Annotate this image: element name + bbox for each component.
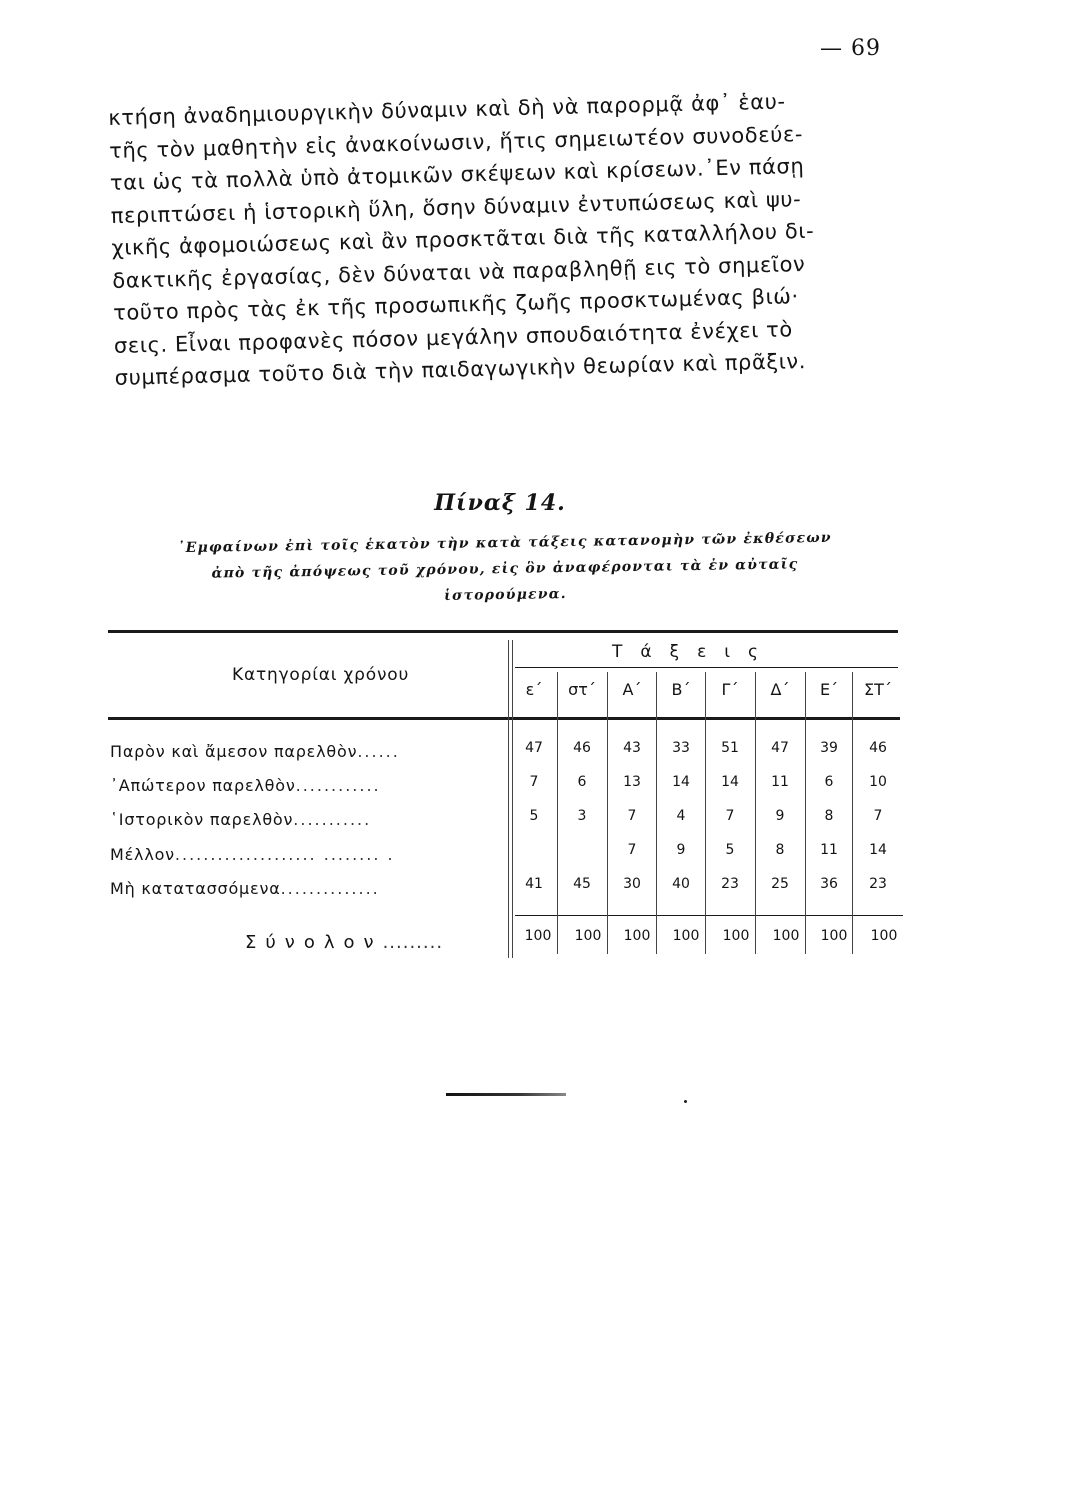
table-cell: 36: [820, 876, 838, 892]
body-line: περιπτώσει ἡ ἱστορικὴ ὕλη, ὅσην δύναμιν ἐντυπώσεως καὶ ψυ-: [110, 186, 802, 228]
column-header: ε΄: [525, 680, 543, 699]
body-line: τῆς τὸν μαθητὴν εἰς ἀνακοίνωσιν, ἥτις σημειωτέον συνοδεύε-: [108, 121, 804, 163]
table-cell: 30: [623, 876, 641, 892]
row-label: [110, 810, 371, 829]
row-leader: .................... ........ .: [174, 845, 395, 864]
table-cell: 3: [577, 808, 587, 824]
body-paragraph: [108, 82, 915, 394]
table-cell: 9: [775, 808, 785, 824]
caption-line: ἀπὸ τῆς ἀπόψεως τοῦ χρόνου, εἰς ὃν ἀναφέρονται τὰ ἐν αὐταῖς: [211, 556, 799, 582]
column-divider: [607, 672, 608, 954]
table-cell: 10: [869, 774, 887, 790]
column-divider: [852, 672, 853, 954]
table-cell: 45: [573, 876, 591, 892]
column-header: Ε΄: [819, 680, 839, 699]
page-number: — 69: [820, 36, 881, 61]
table-cell: 14: [721, 774, 739, 790]
column-header: Δ΄: [770, 680, 790, 699]
table-cell: 5: [529, 808, 539, 824]
table-cell: 47: [771, 740, 789, 756]
row-leader: ............: [295, 776, 381, 795]
table-cell: 6: [577, 774, 587, 790]
table-top-rule: [108, 630, 898, 633]
table-caption: [119, 524, 890, 614]
group-header: Τάξεις: [612, 642, 776, 662]
table-cell: 7: [627, 808, 637, 824]
table-cell: 46: [869, 740, 887, 756]
table-title: Πίναξ 14.: [434, 490, 566, 516]
body-line: σεις. Εἶναι προφανὲς πόσον μεγάλην σπουδαιότητα ἐνέχει τὸ: [113, 316, 794, 358]
body-line: ται ὡς τὰ πολλὰ ὑπὸ ἀτομικῶν σκέψεων καὶ κρίσεων.᾽Εν πάσῃ: [109, 154, 805, 195]
column-header: Α΄: [622, 680, 642, 699]
row-label-text: Μὴ κατατασσόμενα: [110, 879, 281, 898]
column-header: Γ΄: [721, 680, 739, 699]
total-label-text: Σύνολον: [245, 932, 383, 953]
table-cell: 43: [623, 740, 641, 756]
table-cell: 23: [869, 876, 887, 892]
table-cell: 25: [771, 876, 789, 892]
column-header: ΣΤ΄: [864, 680, 892, 699]
body-line: χικῆς ἀφομοιώσεως καὶ ἂν προσκτᾶται διὰ τῆς καταλλήλου δι-: [111, 218, 815, 260]
column-divider: [508, 640, 509, 958]
total-cell: 100: [820, 928, 848, 944]
table-cell: 39: [820, 740, 838, 756]
row-label: [110, 742, 400, 761]
column-divider: [557, 672, 558, 954]
body-line: συμπέρασμα τοῦτο διὰ τὴν παιδαγωγικὴν θεωρίαν καὶ πρᾶξιν.: [114, 349, 807, 390]
caption-line: ἱστορούμενα.: [443, 586, 567, 604]
table-cell: 14: [672, 774, 690, 790]
table-cell: 11: [820, 842, 838, 858]
row-label-text: ᾽Απώτερον παρελθὸν: [110, 776, 296, 795]
table-cell: 4: [676, 808, 686, 824]
total-cell: 100: [772, 928, 800, 944]
row-label: [110, 879, 380, 898]
table-cell: 23: [721, 876, 739, 892]
body-line: τοῦτο πρὸς τὰς ἐκ τῆς προσωπικῆς ζωῆς προσκτωμένας βιώ·: [112, 284, 799, 325]
table-cell: 13: [623, 774, 641, 790]
row-label: [110, 776, 381, 795]
total-cell: 100: [722, 928, 750, 944]
column-header: Β΄: [671, 680, 691, 699]
header-bottom-rule: [108, 717, 900, 720]
caption-line: ᾽Εμφαίνων ἐπὶ τοῖς ἑκατὸν τὴν κατὰ τάξεις κατανομὴν τῶν ἐκθέσεων: [177, 529, 832, 557]
column-divider: [705, 672, 706, 954]
row-label-text: ῾Ιστορικὸν παρελθὸν: [110, 810, 294, 829]
body-line: κτήση ἀναδημιουργικὴν δύναμιν καὶ δὴ νὰ παρορμᾷ ἀφ᾽ ἑαυ-: [108, 89, 786, 130]
column-divider: [656, 672, 657, 954]
table-cell: 33: [672, 740, 690, 756]
table-cell: 51: [721, 740, 739, 756]
table-cell: 47: [525, 740, 543, 756]
table-cell: 8: [775, 842, 785, 858]
row-leader: ......: [357, 742, 400, 761]
total-leader: .........: [382, 932, 444, 953]
table-cell: 6: [824, 774, 834, 790]
table-cell: 41: [525, 876, 543, 892]
table-cell: 7: [529, 774, 539, 790]
column-divider: [755, 672, 756, 954]
row-leader: ..............: [280, 879, 380, 898]
speck-mark: [684, 1100, 687, 1103]
row-leader: ...........: [293, 810, 372, 829]
row-label-text: Παρὸν καὶ ἄμεσον παρελθὸν: [110, 742, 358, 761]
table-cell: 8: [824, 808, 834, 824]
total-rule: [515, 915, 903, 916]
category-header: Κατηγορίαι χρόνου: [232, 665, 410, 685]
total-cell: 100: [870, 928, 898, 944]
column-header: στ΄: [568, 680, 596, 699]
table-cell: 11: [771, 774, 789, 790]
row-label-text: Μέλλον: [110, 845, 175, 864]
table-cell: 7: [873, 808, 883, 824]
end-rule: [446, 1093, 566, 1096]
total-cell: 100: [623, 928, 651, 944]
column-divider: [512, 640, 513, 958]
total-row-label: [245, 932, 443, 953]
table-cell: 40: [672, 876, 690, 892]
table-cell: 46: [573, 740, 591, 756]
table-cell: 5: [725, 842, 735, 858]
total-cell: 100: [574, 928, 602, 944]
table-cell: 7: [725, 808, 735, 824]
column-divider: [805, 672, 806, 954]
row-label: [110, 845, 395, 864]
table-cell: 9: [676, 842, 686, 858]
table-cell: 14: [869, 842, 887, 858]
total-cell: 100: [524, 928, 552, 944]
table-cell: 7: [627, 842, 637, 858]
group-header-rule: [515, 667, 898, 668]
body-line: δακτικῆς ἐργασίας, δὲν δύναται νὰ παραβληθῇ εις τὸ σημεῖον: [112, 251, 806, 293]
total-cell: 100: [672, 928, 700, 944]
